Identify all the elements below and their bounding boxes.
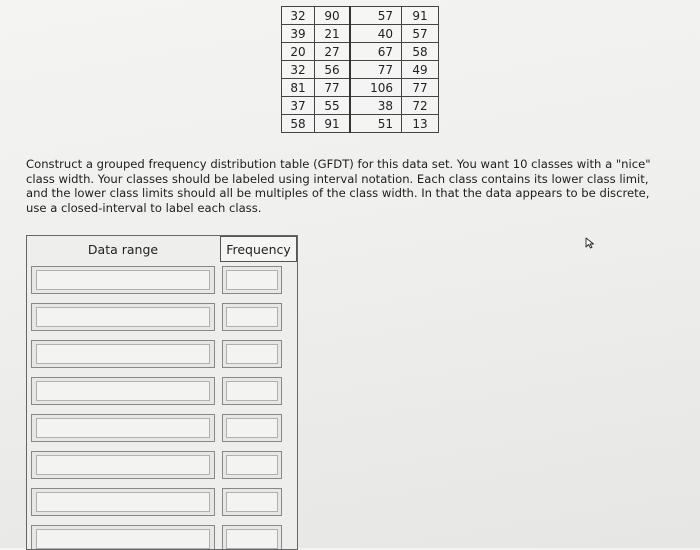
data-range-input[interactable]: [31, 340, 215, 368]
data-cell: 67: [350, 43, 402, 61]
data-cell: 90: [315, 7, 351, 25]
frequency-input[interactable]: [222, 525, 282, 550]
data-cell: 40: [350, 25, 402, 43]
data-cell: 49: [402, 61, 439, 79]
data-cell: 27: [315, 43, 351, 61]
data-range-input-value[interactable]: [36, 455, 210, 475]
data-cell: 57: [350, 7, 402, 25]
data-cell: 72: [402, 97, 439, 115]
gfdt-row: [27, 448, 297, 482]
frequency-input[interactable]: [222, 340, 282, 368]
data-range-input-value[interactable]: [36, 381, 210, 401]
data-cell: 32: [282, 7, 315, 25]
gfdt-row: [27, 300, 297, 334]
frequency-input-value[interactable]: [226, 381, 278, 401]
data-cell: 58: [282, 115, 315, 133]
frequency-input-value[interactable]: [226, 270, 278, 290]
gfdt-row: [27, 411, 297, 445]
frequency-input[interactable]: [222, 451, 282, 479]
data-range-input-value[interactable]: [36, 307, 210, 327]
data-row: [282, 7, 439, 25]
data-cell: 32: [282, 61, 315, 79]
gfdt-row: [27, 485, 297, 519]
data-range-input[interactable]: [31, 266, 215, 294]
frequency-input-value[interactable]: [226, 307, 278, 327]
data-cell: 58: [402, 43, 439, 61]
gfdt-row: [27, 522, 297, 550]
data-range-input[interactable]: [31, 525, 215, 550]
data-cell: 51: [350, 115, 402, 133]
data-range-input-value[interactable]: [36, 492, 210, 512]
data-range-input-value[interactable]: [36, 418, 210, 438]
frequency-input[interactable]: [222, 266, 282, 294]
data-cell: 77: [315, 79, 351, 97]
frequency-input-value[interactable]: [226, 492, 278, 512]
data-cell: 37: [282, 97, 315, 115]
data-cell: 81: [282, 79, 315, 97]
frequency-input[interactable]: [222, 488, 282, 516]
frequency-input-value[interactable]: [226, 455, 278, 475]
gfdt-row: [27, 263, 297, 297]
data-cell: 91: [315, 115, 351, 133]
frequency-input-value[interactable]: [226, 344, 278, 364]
data-row: [282, 79, 439, 97]
mouse-pointer-icon: [585, 237, 597, 249]
data-cell: 91: [402, 7, 439, 25]
frequency-input[interactable]: [222, 303, 282, 331]
gfdt-table: [26, 235, 298, 550]
data-range-input[interactable]: [31, 488, 215, 516]
data-range-header: Data range: [87, 241, 159, 257]
data-row: [282, 61, 439, 79]
data-cell: 13: [402, 115, 439, 133]
data-range-input-value[interactable]: [36, 344, 210, 364]
data-cell: 55: [315, 97, 351, 115]
frequency-input[interactable]: [222, 377, 282, 405]
data-cell: 77: [402, 79, 439, 97]
data-range-input[interactable]: [31, 451, 215, 479]
data-cell: 20: [282, 43, 315, 61]
data-row: [282, 43, 439, 61]
data-cell: 57: [402, 25, 439, 43]
data-cell: 39: [282, 25, 315, 43]
data-cell: 21: [315, 25, 351, 43]
data-cell: 56: [315, 61, 351, 79]
data-cell: 106: [350, 79, 402, 97]
data-range-input[interactable]: [31, 303, 215, 331]
frequency-header: Frequency: [220, 236, 297, 262]
data-range-input[interactable]: [31, 414, 215, 442]
gfdt-row: [27, 374, 297, 408]
data-cell: 77: [350, 61, 402, 79]
instructions-text: Construct a grouped frequency distribution table (GFDT) for this data set. You want 10 classes with a "nice" class width. Your classes should be labeled using interval notation. Each class contains its lower class limit, and the lower class limits should all be multiples of the class width. In that the data appears to be discrete, use a closed-interval to label each class.: [26, 157, 651, 215]
frequency-input-value[interactable]: [226, 529, 278, 549]
data-range-input-value[interactable]: [36, 529, 210, 549]
data-range-input-value[interactable]: [36, 270, 210, 290]
data-row: [282, 97, 439, 115]
gfdt-row: [27, 337, 297, 371]
data-row: [282, 115, 439, 133]
data-cell: 38: [350, 97, 402, 115]
frequency-input-value[interactable]: [226, 418, 278, 438]
frequency-input[interactable]: [222, 414, 282, 442]
data-range-input[interactable]: [31, 377, 215, 405]
data-set-table: [281, 6, 439, 133]
data-row: [282, 25, 439, 43]
